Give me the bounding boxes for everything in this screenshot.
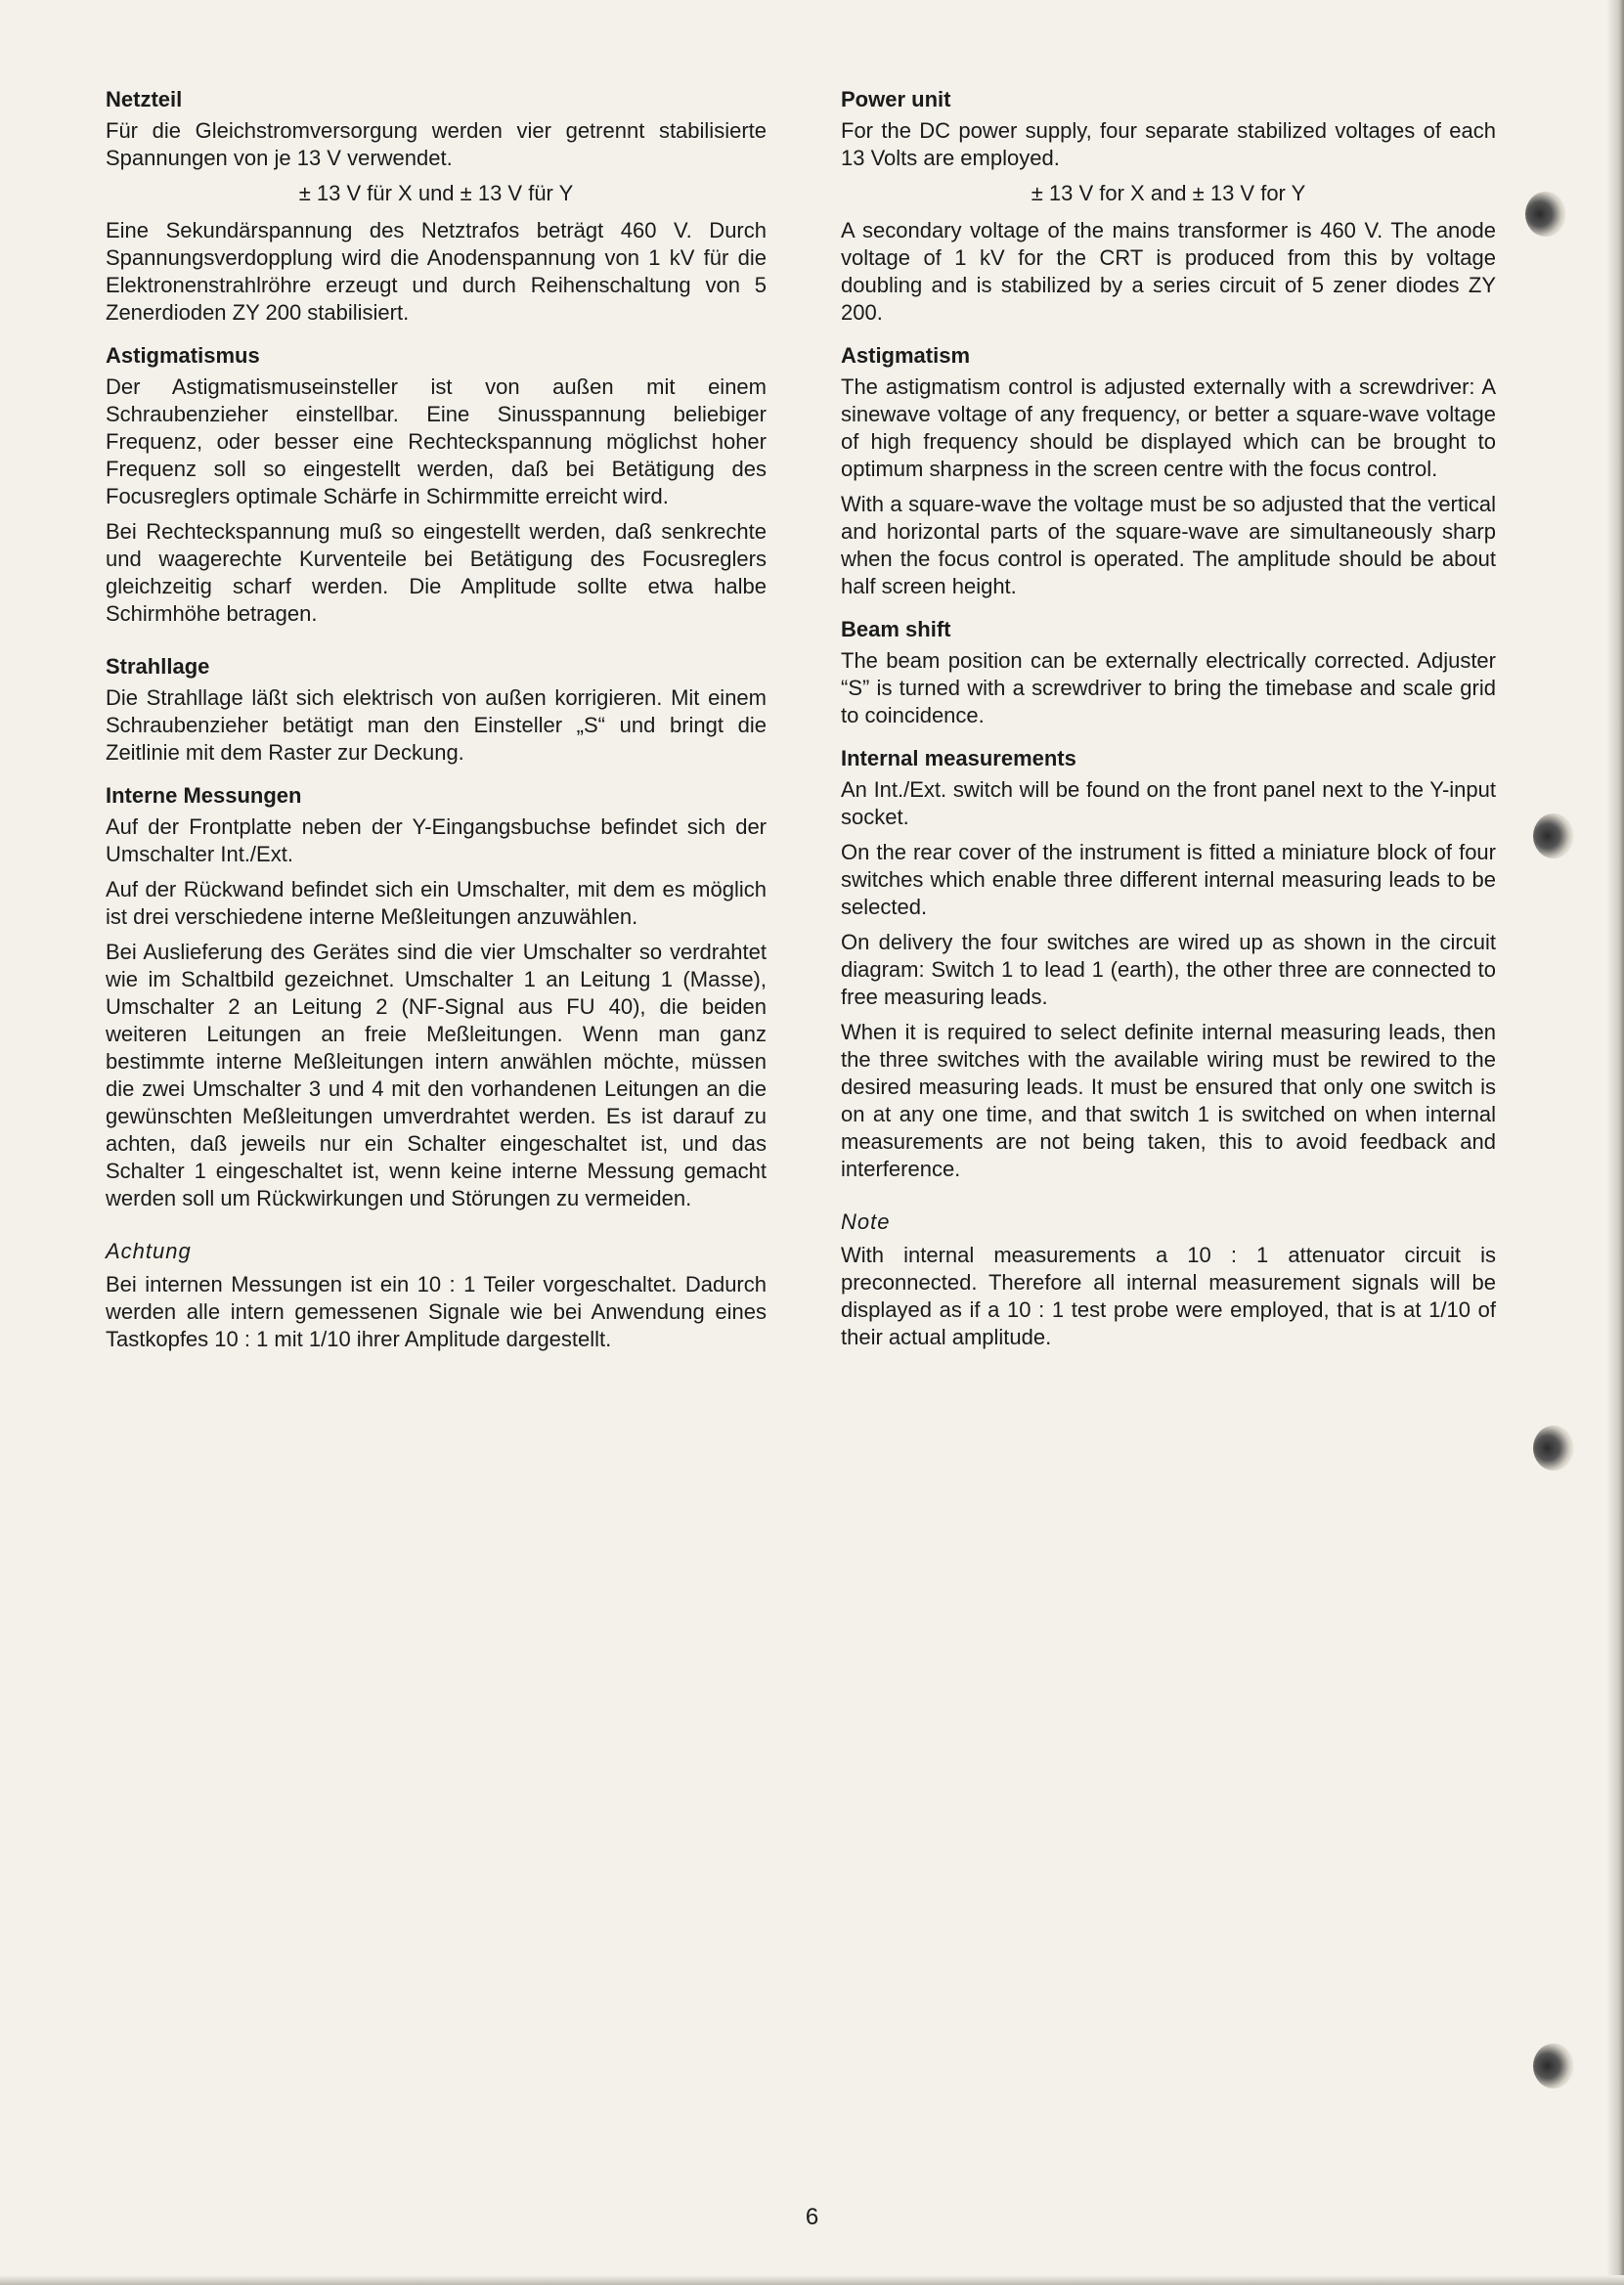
note-achtung — [106, 1238, 767, 1353]
note-text: With internal measurements a 10 : 1 attenuator circuit is preconnected. Therefore all internal measurement signals will be displayed as if a 10 : 1 test probe were employed, that is at 1/10 of their actual amplitude. — [841, 1243, 1496, 1349]
section-internal-measurements — [841, 745, 1496, 1183]
section-netzteil — [106, 86, 767, 327]
punch-hole-icon — [1525, 192, 1566, 237]
section-strahllage — [106, 653, 767, 767]
section-heading: Strahllage — [106, 654, 210, 679]
paragraph: Die Strahllage läßt sich elektrisch von außen korrigieren. Mit einem Schraubenzieher betätigt man den Einsteller „S“ und bringt die Zeitlinie mit dem Raster zur Deckung. — [106, 685, 767, 765]
paragraph: When it is required to select definite internal measuring leads, then the three switches with the available wiring must be rewired to the desired measuring leads. It must be ensured that only one switch is on at any one time, and that switch 1 is switched on when internal measurements are not being taken, this to avoid feedback and interference. — [841, 1020, 1496, 1181]
paragraph: Bei Rechteckspannung muß so eingestellt werden, daß senkrechte und waagerechte Kurventeile bei Betätigung des Focusreglers gleichzeitig scharf werden. Die Amplitude sollte etwa halbe Schirmhöhe betragen. — [106, 519, 767, 626]
section-heading: Netzteil — [106, 87, 183, 111]
section-interne-messungen — [106, 782, 767, 1212]
section-astigmatismus — [106, 342, 767, 628]
paragraph: Bei Auslieferung des Gerätes sind die vier Umschalter so verdrahtet wie im Schaltbild gezeichnet. Umschalter 1 an Leitung 1 (Masse), Umschalter 2 an Leitung 2 (NF-Signal aus FU 40), die beiden weiteren Leitungen an freie Meßleitungen. Wenn man ganz bestimmte interne Meßleitungen intern anwählen möchte, müssen die zwei Umschalter 3 und 4 mit den vorhandenen Leitungen an die gewünschten Meßleitungen umverdrahtet werden. Es ist darauf zu achten, daß jeweils nur ein Schalter eingeschaltet ist, und das Schalter 1 eingeschaltet ist, wenn keine interne Messung gemacht werden soll um Rückwirkungen und Störungen zu vermeiden. — [106, 940, 767, 1210]
paragraph: The astigmatism control is adjusted externally with a screwdriver: A sinewave voltage of any frequency, or better a square-wave voltage of high frequency should be displayed which can be brought to optimum sharpness in the screen centre with the focus control. — [841, 374, 1496, 481]
voltage-formula: ± 13 V for X and ± 13 V for Y — [1031, 181, 1306, 205]
section-power-unit — [841, 86, 1496, 327]
note-heading: Note — [841, 1209, 891, 1234]
section-heading: Interne Messungen — [106, 783, 302, 808]
section-heading: Astigmatism — [841, 343, 971, 368]
paragraph: Für die Gleichstromversorgung werden vier getrennt stabilisierte Spannungen von je 13 V verwendet. — [106, 118, 767, 170]
paragraph: For the DC power supply, four separate stabilized voltages of each 13 Volts are employed. — [841, 118, 1496, 170]
german-column — [106, 86, 767, 1369]
paragraph: Eine Sekundärspannung des Netztrafos beträgt 460 V. Durch Spannungsverdopplung wird die Anodenspannung von 1 kV für die Elektronenstrahlröhre erzeugt und durch Reihenschaltung von 5 Zenerdioden ZY 200 stabilisiert. — [106, 218, 767, 325]
paragraph: On delivery the four switches are wired up as shown in the circuit diagram: Switch 1 to lead 1 (earth), the other three are connected to free measuring leads. — [841, 930, 1496, 1009]
page-edge-shadow — [1606, 0, 1624, 2285]
paragraph: Auf der Rückwand befindet sich ein Umschalter, mit dem es möglich ist drei verschiedene interne Meßleitungen anzuwählen. — [106, 877, 767, 929]
section-astigmatism — [841, 342, 1496, 600]
punch-hole-icon — [1533, 2043, 1574, 2088]
page-number: 6 — [805, 2204, 819, 2230]
section-heading: Astigmatismus — [106, 343, 260, 368]
note-heading: Achtung — [106, 1239, 192, 1263]
voltage-formula: ± 13 V für X und ± 13 V für Y — [298, 181, 574, 205]
note-text: Bei internen Messungen ist ein 10 : 1 Teiler vorgeschaltet. Dadurch werden alle intern gemessenen Signale wie bei Anwendung eines Tastkopfes 10 : 1 mit 1/10 ihrer Amplitude dargestellt. — [106, 1272, 767, 1351]
note-english — [841, 1208, 1496, 1351]
paragraph: The beam position can be externally electrically corrected. Adjuster “S” is turned with a screwdriver to bring the timebase and scale grid to coincidence. — [841, 648, 1496, 727]
paragraph: An Int./Ext. switch will be found on the front panel next to the Y-input socket. — [841, 777, 1496, 829]
paragraph: Auf der Frontplatte neben der Y-Eingangsbuchse befindet sich der Umschalter Int./Ext. — [106, 814, 767, 866]
punch-hole-icon — [1533, 1426, 1574, 1471]
paragraph: With a square-wave the voltage must be so adjusted that the vertical and horizontal parts of the square-wave are simultaneously sharp when the focus control is operated. The amplitude should be about half screen height. — [841, 492, 1496, 598]
english-column — [841, 86, 1496, 1367]
section-beam-shift — [841, 616, 1496, 729]
paragraph: On the rear cover of the instrument is fitted a miniature block of four switches which enable three different internal measuring leads to be selected. — [841, 840, 1496, 919]
punch-hole-icon — [1533, 813, 1574, 858]
section-heading: Internal measurements — [841, 746, 1076, 770]
section-heading: Beam shift — [841, 617, 951, 641]
paragraph: A secondary voltage of the mains transformer is 460 V. The anode voltage of 1 kV for the CRT is produced from this by voltage doubling and is stabilized by a series circuit of 5 zener diodes ZY 200. — [841, 218, 1496, 325]
section-heading: Power unit — [841, 87, 951, 111]
paragraph: Der Astigmatismuseinsteller ist von außen mit einem Schraubenzieher einstellbar. Eine Sinusspannung beliebiger Frequenz, oder besser eine Rechteckspannung möglichst hoher Frequenz soll so eingestellt werden, daß bei Betätigung des Focusreglers optimale Schärfe in Schirmmitte erreicht wird. — [106, 374, 767, 508]
page-bottom-edge — [0, 2275, 1624, 2285]
